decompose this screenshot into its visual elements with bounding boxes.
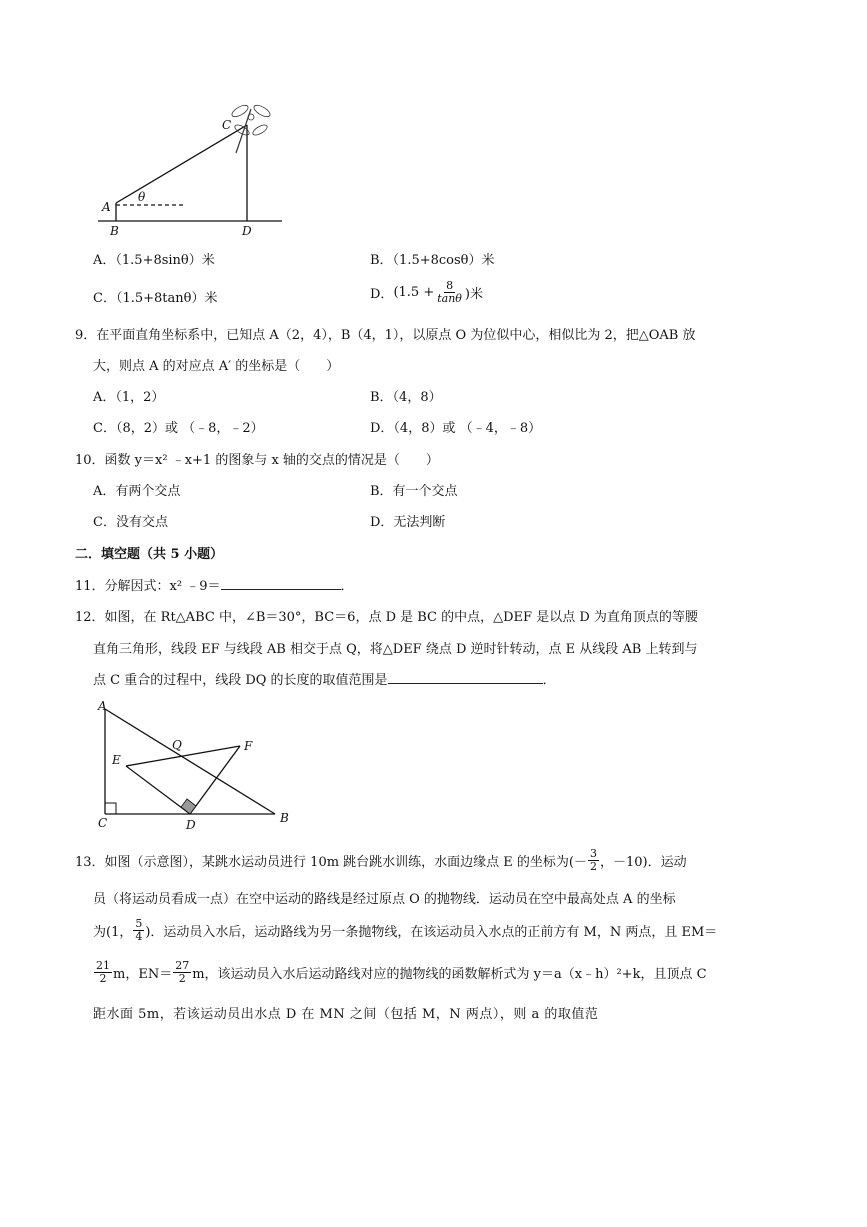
- q13-line4-den2: 2: [178, 972, 186, 985]
- q13-line3-a: 为(1，: [93, 925, 133, 940]
- q8-option-d-num: 8: [446, 279, 454, 292]
- label-b: B: [280, 811, 289, 825]
- q8-option-d-den: tanθ: [437, 292, 462, 305]
- q13-line5: 距水面 5m，若该运动员出水点 D 在 MN 之间（包括 M，N 两点），则 a 的取值范: [93, 1007, 599, 1022]
- section-title: 二．填空题（共 5 小题）: [75, 547, 224, 562]
- label-theta: θ: [138, 190, 146, 204]
- q8-option-d-after: )米: [464, 287, 483, 302]
- q8-option-b: B．（1.5+8cosθ）米: [370, 253, 495, 268]
- label-a: A: [102, 200, 111, 214]
- label-a: A: [98, 699, 107, 713]
- q12-end: ．: [542, 673, 556, 688]
- q9-stem-line1: 9．在平面直角坐标系中，已知点 A（2，4），B（4，1），以原点 O 为位似中心，相似比为 2，把△OAB 放: [75, 328, 696, 343]
- segment-ab: [105, 709, 275, 814]
- q12-figure: [90, 697, 300, 832]
- label-f: F: [244, 739, 253, 753]
- q13-line1-fraction: [588, 848, 599, 873]
- q13-line3-num: 5: [135, 917, 143, 930]
- q8-option-a: A．（1.5+8sinθ）米: [93, 253, 215, 268]
- segment-de: [126, 766, 190, 814]
- q10-stem: 10．函数 y＝x² ﹣x+1 的图象与 x 轴的交点的情况是（ ）: [75, 453, 439, 468]
- q9-stem-line2: 大，则点 A 的对应点 A′ 的坐标是（ ）: [93, 359, 340, 374]
- q13-line4-fraction2: [173, 960, 191, 985]
- q8-figure: [90, 95, 290, 240]
- q9-option-d: D．（4，8）或 （﹣4，﹣8）: [370, 421, 542, 436]
- q13-line1-den: 2: [590, 860, 598, 873]
- q13-line4-b: m，该运动员入水后运动路线对应的抛物线的函数解析式为 y＝a（x﹣h）²+k，且顶点 C: [192, 967, 707, 982]
- q9-option-a: A．（1，2）: [93, 390, 165, 405]
- q8-option-d-before: (1.5 +: [393, 285, 435, 300]
- label-b: B: [110, 224, 119, 238]
- q13-line4-num1: 21: [96, 959, 110, 972]
- q10-option-d: D．无法判断: [370, 515, 446, 530]
- q13-line1: [75, 848, 687, 873]
- dragonfly-icon: [230, 103, 272, 153]
- q12-stem-line2: 直角三角形，线段 EF 与线段 AB 相交于点 Q，将△DEF 绕点 D 逆时针转动，点 E 从线段 AB 上转到与: [93, 642, 698, 657]
- q9-option-c: C．（8，2）或 （﹣8，﹣2）: [93, 421, 264, 436]
- q13-line4-den1: 2: [99, 972, 107, 985]
- q11-stem: 11．分解因式：x² ﹣9＝: [75, 579, 221, 594]
- q13-line4-a: m，EN＝: [113, 967, 173, 982]
- segment-ac: [116, 125, 247, 203]
- q13-line3-fraction: [133, 918, 144, 943]
- q13-line1-b: ，－10)．运动: [600, 855, 687, 870]
- q13-line1-a: 13．如图（示意图），某跳水运动员进行 10m 跳台跳水训练，水面边缘点 E 的坐标为(－: [75, 855, 588, 870]
- q13-line2: 员（将运动员看成一点）在空中运动的路线是经过原点 O 的抛物线．运动员在空中最高处点 A 的坐标: [93, 892, 676, 907]
- label-c: C: [222, 118, 232, 132]
- label-c: C: [98, 816, 108, 830]
- label-d: D: [186, 818, 196, 832]
- q9-option-b: B．（4，8）: [370, 390, 442, 405]
- q10-option-c: C．没有交点: [93, 515, 168, 530]
- segment-ef: [126, 746, 240, 766]
- right-angle-mark-c: [105, 803, 116, 814]
- q12-stem-line1: 12．如图，在 Rt△ABC 中，∠B＝30°，BC＝6，点 D 是 BC 的中点，△DEF 是以点 D 为直角顶点的等腰: [75, 610, 698, 625]
- label-q: Q: [172, 738, 182, 752]
- segment-df: [190, 746, 240, 814]
- label-e: E: [112, 753, 121, 767]
- q13-line4-fraction1: [94, 960, 112, 985]
- q10-option-b: B．有一个交点: [370, 484, 458, 499]
- q8-option-c: C．（1.5+8tanθ）米: [93, 291, 218, 306]
- q8-option-d-prefix: D．: [370, 287, 394, 302]
- q13-line4: [93, 960, 707, 985]
- q11-answer-blank[interactable]: [221, 575, 341, 590]
- q8-option-d-fraction: [435, 280, 464, 305]
- q13-line1-num: 3: [590, 847, 598, 860]
- q13-line4-num2: 27: [175, 959, 190, 972]
- q12-line3: [93, 669, 556, 688]
- q11: [75, 575, 354, 594]
- label-d: D: [242, 224, 252, 238]
- q11-end: ．: [340, 579, 354, 594]
- q12-answer-blank[interactable]: [388, 669, 543, 684]
- q10-option-a: A．有两个交点: [93, 484, 181, 499]
- q13-line3-b: )．运动员入水后，运动路线为另一条抛物线，在该运动员入水点的正前方有 M，N 两点，且 EM＝: [145, 925, 718, 940]
- q13-line3-den: 4: [135, 930, 143, 943]
- right-angle-mark-d: [181, 799, 196, 814]
- q12-stem-line3: 点 C 重合的过程中，线段 DQ 的长度的取值范围是: [93, 673, 388, 688]
- q8-option-d: [370, 280, 483, 305]
- q13-line3: [93, 918, 717, 943]
